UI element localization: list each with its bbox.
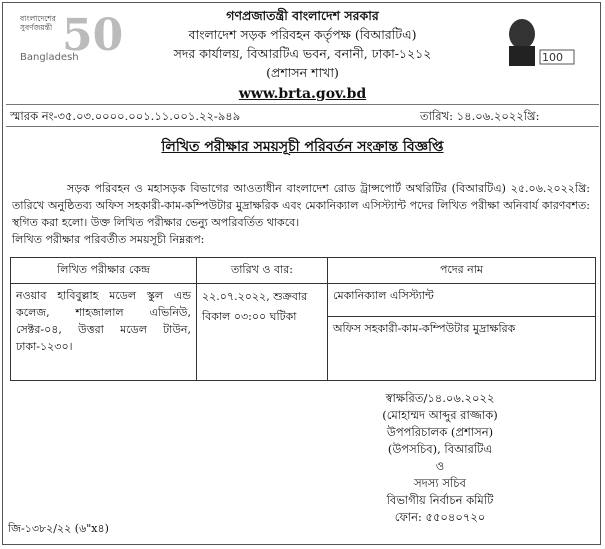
header-authority: বাংলাদেশ সড়ক পরিবহন কর্তৃপক্ষ (বিআরটিএ) [188,27,417,42]
header-government: গণপ্রজাতন্ত্রী বাংলাদেশ সরকার [226,8,379,23]
memo-number: স্মারক নং-৩৫.০৩.০০০০.০০১.১১.০০১.২২-৯৪৯ [10,109,241,123]
date-cell [197,284,328,381]
col-post-header: পদের নাম [328,258,596,284]
venue-cell: নওয়াব হাবিবুল্লাহ মডেল স্কুল এন্ড কলেজ, শাহজালাল এভিনিউ, সেক্টর-০৪, উত্তরা মডেল টাউন, ঢাকা-১২৩০। [11,284,197,381]
svg-text:100: 100 [542,51,563,64]
notice-body [12,180,590,248]
divider-top [6,104,599,105]
notice-schedule-intro: লিখিত পরীক্ষার পরিবর্তীত সময়সূচী নিম্নরূপ: [12,233,205,246]
footer-code: জি-১৩৮২/২২ (৬"x৪) [8,522,109,535]
signature-designation-2: (উপসচিব), বিআরটিএ [387,442,493,456]
logo-number: 50 [62,10,124,61]
post-cell-1: মেকানিক্যাল এসিস্ট্যান্ট [328,284,596,317]
exam-date: ২২.০৭.২০২২, শুক্রবার [202,290,308,303]
divider-memo [6,126,599,127]
post-cell-2: অফিস সহকারী-কাম-কম্পিউটার মুদ্রাক্ষরিক [328,317,596,381]
col-venue-header: লিখিত পরীক্ষার কেন্দ্র [11,258,197,284]
schedule-table [10,257,596,381]
header-address: সদর কার্যালয়, বিআরটিএ ভবন, বনানী, ঢাকা-১২১২ [173,46,432,61]
signature-member: সদস্য সচিব [414,476,466,490]
signature-name: (মোহাম্মদ আব্দুর রাজ্জাক) [382,408,498,422]
signature-and: ও [435,459,445,473]
signature-designation: উপপরিচালক (প্রশাসন) [386,425,494,439]
signature-phone: ফোন: ৫৫০৪০৭২০ [394,510,486,524]
memo-date: তারিখ: ১৪.০৬.২০২২খ্রি: [420,109,540,123]
table-row [11,284,596,317]
website-link[interactable]: www.brta.gov.bd [238,86,367,102]
exam-time: বিকাল ০৩:০০ ঘটিকা [202,310,297,323]
table-header-row [11,258,596,284]
header-section: (প্রশাসন শাখা) [266,65,339,80]
signature-committee: বিভাগীয় নির্বাচন কমিটি [386,493,494,507]
notice-paragraph: সড়ক পরিবহন ও মহাসড়ক বিভাগের আওতাধীন বাংলাদেশ রোড ট্রান্সপোর্ট অথরিটির (বিআরটিএ) ২৫.০৬.২০২২খ্রি: তারিখে অনুষ্ঠিতব্য অফিস সহকারী-কাম-কম্পিউটার মুদ্রাক্ষরিক এবং মেকানিক্যাল এসিস্ট্যান্ট পদের লিখিত পরীক্ষা অনিবার্য কারণবশত: স্থগিত করা হলো। উক্ত লিখিত পরীক্ষার ভেন্যু অপরিবর্তিত থাকবে। [12,182,590,229]
logo-country: Bangladesh [20,52,79,63]
notice-title: লিখিত পরীক্ষার সময়সূচী পরিবর্তন সংক্রান্ত বিজ্ঞপ্তি [161,139,444,155]
col-date-header: তারিখ ও বার: [197,258,328,284]
logo-text: বাংলাদেশের সুবর্ণজয়ন্তী [20,14,56,32]
signature-signed: স্বাক্ষরিত/১৪.০৬.২০২২ [385,391,495,405]
